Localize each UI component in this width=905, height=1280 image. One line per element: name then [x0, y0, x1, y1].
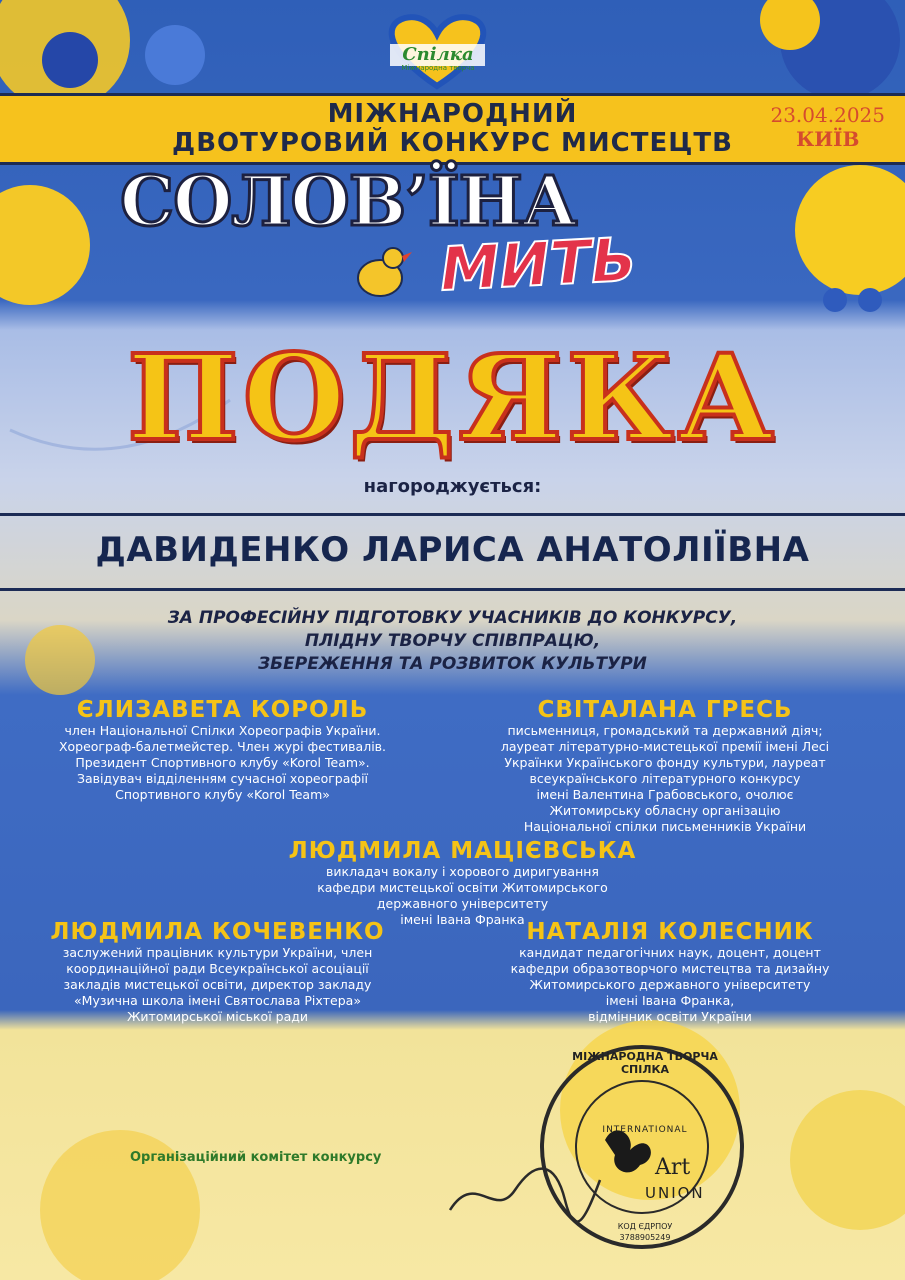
- stamp-art: Art: [655, 1155, 691, 1180]
- stamp-ring-text: МІЖНАРОДНА ТВОРЧА СПІЛКА: [572, 1050, 718, 1076]
- event-date: 23.04.2025: [770, 103, 885, 127]
- jury-member: [470, 919, 870, 1025]
- jury-name: ЛЮДМИЛА МАЦІЄВСЬКА: [288, 838, 637, 864]
- jury-desc-line: Українки Українського фонду культури, лауреат: [504, 755, 826, 770]
- organizer-label: Організаційний комітет конкурсу: [130, 1150, 382, 1165]
- jury-member: [260, 838, 665, 928]
- stamp-international: INTERNATIONAL: [602, 1125, 688, 1135]
- contest-subtitle: МИТЬ: [438, 224, 639, 306]
- jury-desc-line: «Музична школа імені Святослава Ріхтера»: [74, 993, 361, 1008]
- jury-desc-line: імені Івана Франка: [400, 912, 525, 927]
- divider-bottom: [0, 588, 905, 591]
- jury-desc-line: заслужений працівник культури України, член: [62, 945, 373, 960]
- jury-member: [20, 697, 425, 803]
- jury-desc-line: Хореограф-балетмейстер. Член журі фестивалів.: [58, 739, 387, 754]
- jury-desc-line: Спортивного клубу «Korol Team»: [115, 787, 330, 802]
- awarded-label: нагороджується:: [363, 476, 542, 497]
- jury-name: ЛЮДМИЛА КОЧЕВЕНКО: [50, 919, 385, 945]
- jury-desc-line: державного університету: [376, 896, 549, 911]
- jury-desc-line: координаційної ради Всеукраїнської асоціації: [66, 961, 369, 976]
- jury-desc-line: кафедри мистецької освіти Житомирського: [317, 880, 608, 895]
- jury-desc-line: член Національної Спілки Хореографів України.: [64, 723, 381, 738]
- event-city: КИЇВ: [796, 127, 860, 151]
- recipient-name: ДАВИДЕНКО ЛАРИСА АНАТОЛІЇВНА: [95, 530, 810, 570]
- jury-desc-line: кандидат педагогічних наук, доцент, доцент: [519, 945, 821, 960]
- contest-type-line1: МІЖНАРОДНИЙ: [327, 99, 578, 129]
- jury-desc-line: викладач вокалу і хорового диригування: [326, 864, 599, 879]
- logo-subtext: Міжнародна творча: [401, 64, 475, 72]
- event-date-place: [770, 103, 885, 151]
- stamp-union: UNION: [645, 1184, 705, 1202]
- logo-text: Спілка: [402, 44, 474, 65]
- jury-desc-line: відмінник освіти України: [588, 1009, 752, 1024]
- jury-desc-line: всеукраїнського літературного конкурсу: [529, 771, 801, 786]
- jury-desc-line: Житомирську обласну організацію: [549, 803, 781, 818]
- jury-desc-line: Житомирського державного університету: [529, 977, 811, 992]
- reason-line: ЗА ПРОФЕСІЙНУ ПІДГОТОВКУ УЧАСНИКІВ ДО КОНКУРСУ,: [167, 608, 738, 628]
- jury-name: СВІТАЛАНА ГРЕСЬ: [537, 697, 793, 723]
- jury-desc-line: письменниця, громадський та державний діяч;: [507, 723, 823, 738]
- stamp-code: 3788905249: [619, 1233, 671, 1242]
- certificate-heading: ПОДЯКА: [127, 328, 778, 467]
- jury-member: [455, 697, 875, 835]
- jury-member: [15, 919, 420, 1025]
- jury-desc-line: Житомирської міської ради: [126, 1009, 309, 1024]
- jury-name: ЄЛИЗАВЕТА КОРОЛЬ: [76, 697, 369, 723]
- jury-desc-line: Національної спілки письменників України: [523, 819, 807, 834]
- jury-desc-line: лауреат літературно-мистецької премії імені Лесі: [500, 739, 830, 754]
- award-reason: [0, 607, 905, 676]
- jury-desc-line: Президент Спортивного клубу «Korol Team».: [75, 755, 370, 770]
- jury-desc-line: Завідувач відділенням сучасної хореографії: [76, 771, 369, 786]
- jury-desc-line: імені Івана Франка,: [605, 993, 735, 1008]
- jury-desc-line: кафедри образотворчого мистецтва та дизайну: [510, 961, 830, 976]
- stamp-code-label: КОД ЄДРПОУ: [617, 1222, 673, 1231]
- divider-top: [0, 513, 905, 516]
- jury-desc-line: закладів мистецької освіти, директор закладу: [63, 977, 372, 992]
- reason-line: ЗБЕРЕЖЕННЯ ТА РОЗВИТОК КУЛЬТУРИ: [258, 654, 647, 674]
- jury-name: НАТАЛІЯ КОЛЕСНИК: [526, 919, 814, 945]
- reason-line: ПЛІДНУ ТВОРЧУ СПІВПРАЦЮ,: [304, 631, 601, 651]
- jury-desc-line: імені Валентина Грабовського, очолює: [536, 787, 794, 802]
- contest-title: СОЛОВ’ЇНА: [120, 162, 577, 242]
- contest-type-line2: ДВОТУРОВИЙ КОНКУРС МИСТЕЦТВ: [172, 128, 733, 158]
